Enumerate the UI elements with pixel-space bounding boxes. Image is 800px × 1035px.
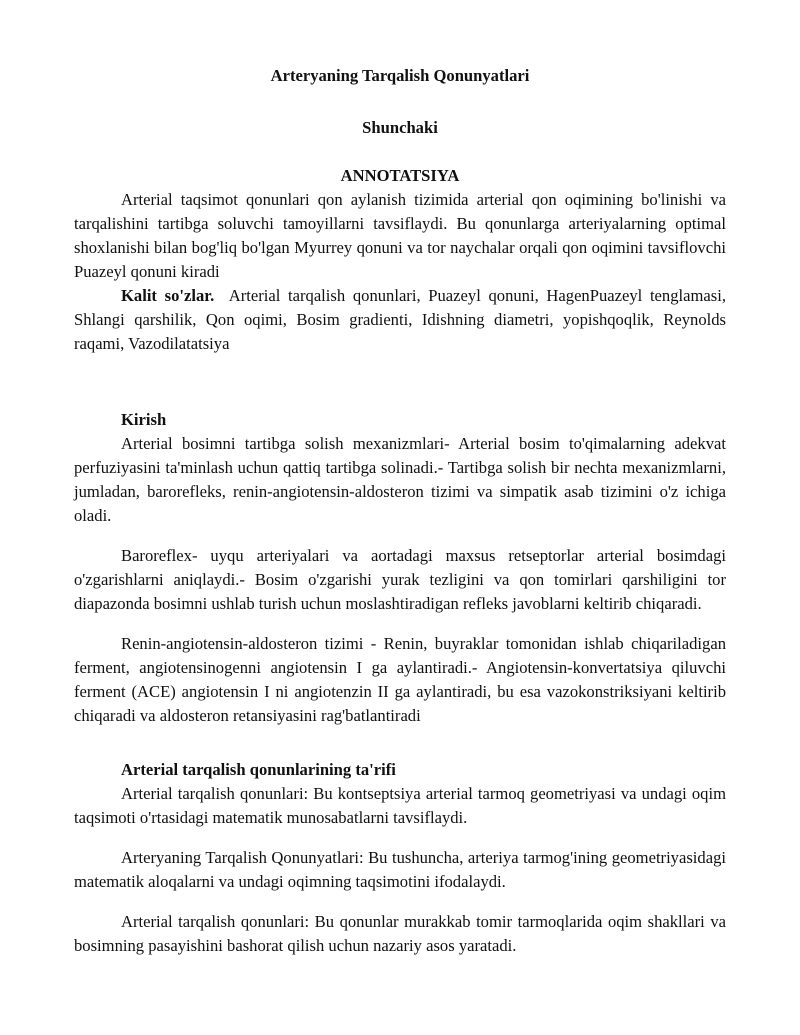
abstract-text: Arterial taqsimot qonunlari qon aylanish tizimida arterial qon oqimining bo'linishi va tarqalishini tartibga soluvchi tamoyillarni tavsiflaydi. Bu qonunlarga arteriyalarning optimal shoxlanishi bilan bog'liq bo'lgan Myurrey qonuni va tor naychalar orqali qon oqimini tavsiflovchi Puazeyl qonuni kiradi bbox=[74, 190, 726, 281]
intro-paragraph: Renin-angiotensin-aldosteron tizimi - Renin, buyraklar tomonidan ishlab chiqariladigan ferment, angiotensinogenni angiotensin I ga aylantiradi.- Angiotensin-konvertatsiya qiluvchi ferment (ACE) angiotensin I ni angiotenzin II ga aylantiradi, bu esa vazokonstriksiyani keltirib chiqaradi va aldosteron retansiyasini rag'batlantiradi bbox=[74, 634, 726, 725]
intro-paragraph: Arterial bosimni tartibga solish mexanizmlari- Arterial bosim to'qimalarning adekvat perfuziyasini ta'minlash uchun qattiq tartibga solinadi.- Tartibga solish bir nechta mexanizmlarni, jumladan, barorefleks, renin-angiotensin-aldosteron tizimi va simpatik asab tizimini o'z ichiga oladi. bbox=[74, 434, 726, 525]
definition-paragraph: Arterial tarqalish qonunlari: Bu kontseptsiya arterial tarmoq geometriyasi va undagi oqim taqsimoti o'rtasidagi matematik munosabatlarni tavsiflaydi. bbox=[74, 784, 726, 827]
abstract-heading: ANNOTATSIYA bbox=[340, 166, 460, 185]
document-author: Shunchaki bbox=[362, 118, 438, 137]
intro-paragraph: Baroreflex- uyqu arteriyalari va aortadagi maxsus retseptorlar arterial bosimdagi o'zgarishlarni aniqlaydi.- Bosim o'zgarishi yurak tezligini va qon tomirlari qarshiligini tor diapazonda bosimni ushlab turish uchun moslashtiradigan refleks javoblarni keltirib chiqaradi. bbox=[74, 546, 726, 613]
intro-heading: Kirish bbox=[121, 410, 167, 429]
document-title: Arteryaning Tarqalish Qonunyatlari bbox=[270, 66, 530, 85]
keywords-paragraph bbox=[74, 284, 726, 356]
keywords-label: Kalit so'zlar. bbox=[121, 286, 215, 305]
document-page bbox=[74, 62, 726, 958]
definition-paragraph: Arterial tarqalish qonunlari: Bu qonunlar murakkab tomir tarmoqlarida oqim shakllari va bosimning pasayishini bashorat qilish uchun nazariy asos yaratadi. bbox=[74, 912, 726, 955]
definition-heading: Arterial tarqalish qonunlarining ta'rifi bbox=[121, 760, 396, 779]
definition-paragraph: Arteryaning Tarqalish Qonunyatlari: Bu tushuncha, arteriya tarmog'ining geometriyasidagi matematik aloqalarni va undagi oqimning taqsimotini ifodalaydi. bbox=[74, 848, 726, 891]
keywords-text: Arterial tarqalish qonunlari, Puazeyl qonuni, HagenPuazeyl tenglamasi, Shlangi qarshilik, Qon oqimi, Bosim gradienti, Idishning diametri, yopishqoqlik, Reynolds raqami, Vazodilatatsiya bbox=[74, 286, 726, 353]
